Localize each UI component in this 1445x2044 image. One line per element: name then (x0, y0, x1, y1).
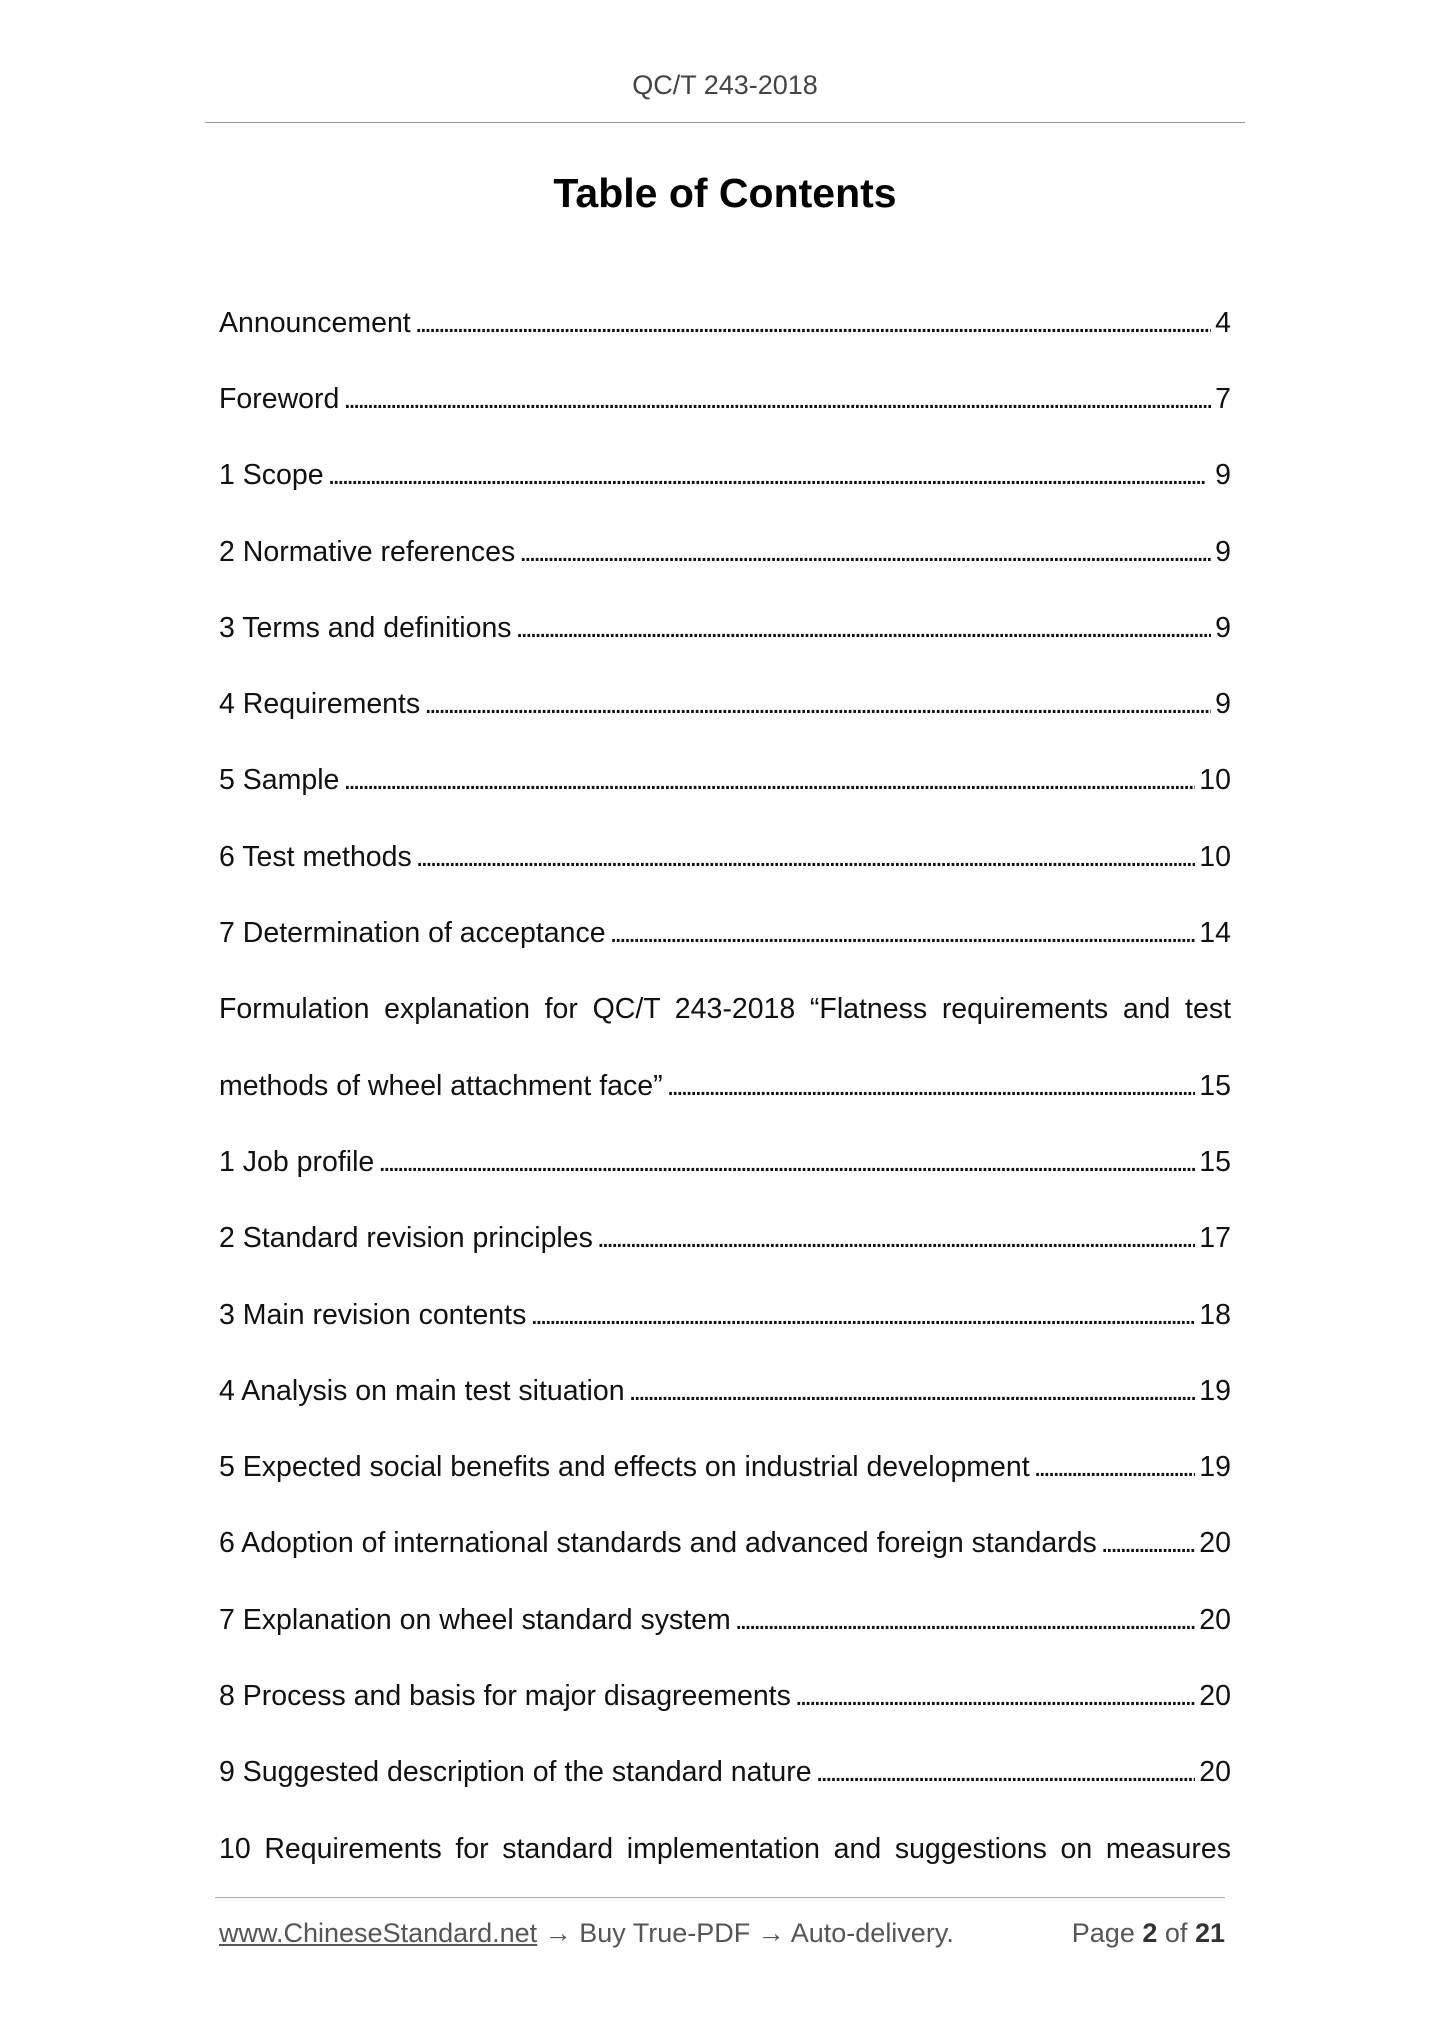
page-of-label: of (1164, 1918, 1188, 1948)
toc-entry-page: 14 (1199, 917, 1231, 950)
toc-entry-label: 1 Job profile (219, 1145, 375, 1178)
toc-entry-page: 20 (1199, 1756, 1231, 1789)
toc-entry-page: 9 (1215, 459, 1231, 492)
toc-entry-label: 2 Standard revision principles (219, 1222, 593, 1255)
page-indicator (1072, 1918, 1225, 1949)
toc-entry-page: 15 (1199, 1069, 1231, 1102)
toc-entry-page: 20 (1199, 1679, 1231, 1712)
toc-entry-label: 4 Analysis on main test situation (219, 1374, 625, 1407)
toc-entry-label: 1 Scope (219, 459, 324, 492)
toc-entry[interactable] (219, 1048, 1231, 1124)
page-prefix: Page (1071, 1918, 1135, 1948)
toc-entry[interactable] (219, 1506, 1231, 1582)
toc-entry-label: 6 Adoption of international standards and advanced foreign standards (219, 1527, 1097, 1560)
toc-entry-label: 2 Normative references (219, 535, 516, 568)
toc-entry-label: 8 Process and basis for major disagreements (219, 1679, 791, 1712)
website-link[interactable]: www.ChineseStandard.net (219, 1918, 538, 1948)
toc-entry-page: 10 (1199, 840, 1231, 873)
toc-leader-dots (416, 841, 1196, 874)
toc-entry-label: 9 Suggested description of the standard nature (219, 1756, 812, 1789)
toc-entry-label: 3 Main revision contents (219, 1298, 527, 1331)
toc-leader-dots (519, 536, 1211, 569)
toc-entry-label: 3 Terms and definitions (219, 611, 512, 644)
toc-leader-dots (1101, 1527, 1196, 1560)
toc-entry-page: 17 (1199, 1222, 1231, 1255)
toc-entry-page: 9 (1215, 535, 1231, 568)
toc-entry[interactable] (219, 1124, 1231, 1200)
header-divider (205, 122, 1245, 123)
toc-entry-label: methods of wheel attachment face” (219, 1069, 663, 1102)
toc-entry-label: 7 Determination of acceptance (219, 917, 606, 950)
table-of-contents (219, 285, 1231, 1887)
toc-entry-wrapped-line[interactable] (219, 1811, 1231, 1887)
toc-entry[interactable] (219, 285, 1231, 361)
toc-entry-page: 20 (1199, 1527, 1231, 1560)
toc-entry-label: Foreword (219, 382, 340, 415)
toc-entry-page: 9 (1215, 611, 1231, 644)
toc-entry[interactable] (219, 1277, 1231, 1353)
total-page-count: 21 (1194, 1918, 1225, 1948)
toc-leader-dots (516, 612, 1212, 645)
toc-entry[interactable] (219, 1582, 1231, 1658)
toc-entry[interactable] (219, 514, 1231, 590)
toc-entry-page: 18 (1199, 1298, 1231, 1331)
toc-entry[interactable] (219, 1429, 1231, 1505)
toc-leader-dots (795, 1680, 1195, 1713)
toc-leader-dots (1034, 1451, 1196, 1484)
toc-leader-dots (629, 1375, 1196, 1408)
toc-leader-dots (816, 1756, 1196, 1789)
toc-entry-label: 5 Expected social benefits and effects on industrial development (219, 1451, 1030, 1484)
toc-entry[interactable] (219, 1201, 1231, 1277)
toc-entry-label: 4 Requirements (219, 688, 421, 721)
footer-divider (215, 1897, 1225, 1898)
toc-entry-label: 7 Explanation on wheel standard system (219, 1603, 731, 1636)
toc-entry-label: Announcement (219, 306, 411, 339)
toc-entry-label: 5 Sample (219, 764, 340, 797)
toc-leader-dots (328, 459, 1212, 492)
toc-leader-dots (343, 383, 1211, 416)
toc-entry[interactable] (219, 895, 1231, 971)
toc-entry-label: 6 Test methods (219, 840, 412, 873)
page-footer (219, 1918, 1225, 1949)
toc-leader-dots (667, 1070, 1196, 1103)
toc-entry[interactable] (219, 666, 1231, 742)
toc-entry-page: 9 (1215, 688, 1231, 721)
toc-entry-page: 20 (1199, 1603, 1231, 1636)
toc-leader-dots (530, 1299, 1195, 1332)
toc-entry-page: 7 (1215, 382, 1231, 415)
toc-leader-dots (597, 1222, 1195, 1255)
toc-leader-dots (378, 1146, 1195, 1179)
toc-entry-label: 10 Requirements for standard implementation and suggestions on measures (219, 1832, 1231, 1865)
toc-entry[interactable] (219, 1353, 1231, 1429)
toc-entry[interactable] (219, 1735, 1231, 1811)
toc-entry[interactable] (219, 1658, 1231, 1734)
toc-leader-dots (415, 307, 1211, 340)
toc-leader-dots (343, 764, 1195, 797)
footer-promo (219, 1918, 954, 1949)
toc-entry-page: 19 (1199, 1451, 1231, 1484)
toc-entry[interactable] (219, 819, 1231, 895)
toc-leader-dots (735, 1604, 1196, 1637)
toc-entry-page: 15 (1199, 1145, 1231, 1178)
toc-leader-dots (610, 917, 1196, 950)
document-code-header: QC/T 243-2018 (632, 70, 818, 100)
toc-entry[interactable] (219, 743, 1231, 819)
toc-entry-page: 19 (1199, 1374, 1231, 1407)
toc-entry-page: 4 (1215, 306, 1231, 339)
toc-entry-label: Formulation explanation for QC/T 243-2018 “Flatness requirements and test (219, 993, 1231, 1026)
toc-entry-wrapped-line[interactable] (219, 972, 1231, 1048)
current-page-number: 2 (1142, 1918, 1158, 1948)
footer-tagline: → Buy True-PDF → Auto-delivery. (537, 1918, 954, 1948)
toc-entry[interactable] (219, 361, 1231, 437)
page-title: Table of Contents (553, 170, 897, 216)
toc-entry[interactable] (219, 438, 1231, 514)
toc-entry-page: 10 (1199, 764, 1231, 797)
toc-entry[interactable] (219, 590, 1231, 666)
toc-leader-dots (424, 688, 1211, 721)
